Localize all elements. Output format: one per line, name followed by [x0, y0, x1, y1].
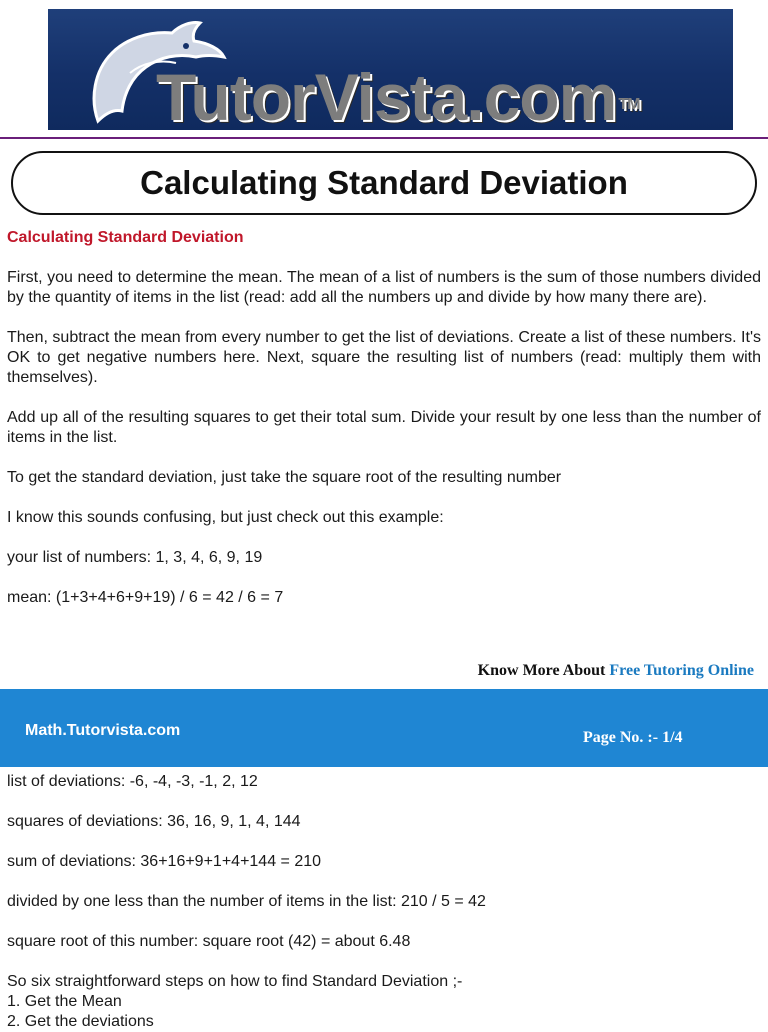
sum-line: sum of deviations: 36+16+9+1+4+144 = 210 [7, 853, 322, 870]
footer-site-link[interactable]: Math.Tutorvista.com [25, 722, 181, 739]
page-footer-band [0, 689, 768, 767]
step-item: 2. Get the deviations [7, 1013, 154, 1030]
square-root-line: square root of this number: square root (42) = about 6.48 [7, 933, 411, 950]
free-tutoring-link[interactable]: Free Tutoring Online [609, 662, 754, 679]
title-banner [11, 151, 757, 215]
logo-wordmark: TutorVista.com ™ [156, 60, 640, 130]
page-title: Calculating Standard Deviation [140, 164, 628, 201]
step-item: 1. Get the Mean [7, 993, 122, 1010]
steps-intro: So six straightforward steps on how to find Standard Deviation ;- [7, 973, 463, 990]
paragraph: Then, subtract the mean from every number to get the list of deviations. Create a list of these numbers. It's OK to get negative numbers here. Next, square the resulting list of numbers (read: multiply them with themselves). [7, 329, 761, 386]
paragraph: I know this sounds confusing, but just check out this example: [7, 509, 444, 526]
know-more-line [478, 662, 754, 680]
paragraph: To get the standard deviation, just take the square root of the resulting number [7, 469, 562, 486]
section-heading: Calculating Standard Deviation [7, 229, 244, 246]
know-more-prefix: Know More About [477, 662, 610, 679]
paragraph: Add up all of the resulting squares to get their total sum. Divide your result by one less than the number of items in the list. [7, 409, 761, 446]
paragraph: First, you need to determine the mean. The mean of a list of numbers is the sum of those numbers divided by the quantity of items in the list (read: add all the numbers up and divide by how many there are). [7, 269, 761, 306]
deviations-line: list of deviations: -6, -4, -3, -1, 2, 12 [7, 773, 258, 790]
header-divider [0, 137, 768, 139]
page-number: Page No. :- 1/4 [583, 729, 683, 746]
example-mean: mean: (1+3+4+6+9+19) / 6 = 42 / 6 = 7 [7, 589, 284, 606]
division-line: divided by one less than the number of items in the list: 210 / 5 = 42 [7, 893, 486, 910]
tutorvista-logo [48, 9, 733, 130]
squares-line: squares of deviations: 36, 16, 9, 1, 4, 144 [7, 813, 301, 830]
trademark-mark: TM [618, 96, 640, 113]
article-body [7, 228, 761, 628]
article-body-continued [7, 772, 761, 1032]
example-list: your list of numbers: 1, 3, 4, 6, 9, 19 [7, 549, 263, 566]
